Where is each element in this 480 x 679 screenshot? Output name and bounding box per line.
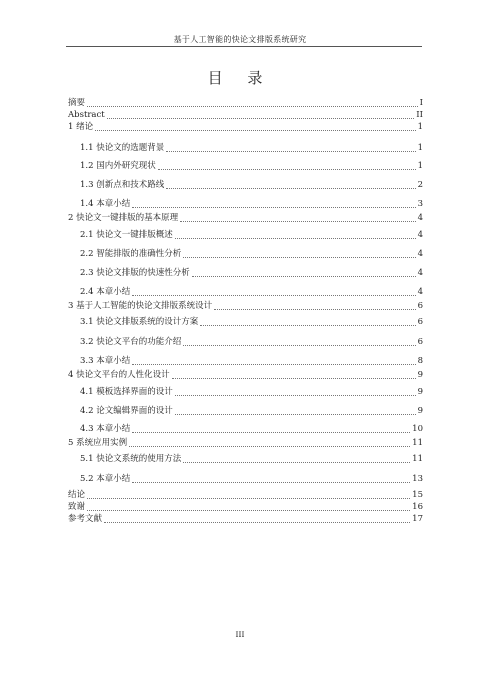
toc-dot-leader	[132, 482, 410, 483]
toc-entry-label: 1.2 国内外研究现状	[80, 161, 156, 171]
toc-entry-label: Abstract	[68, 110, 105, 120]
toc-entry-page: 9	[417, 406, 423, 416]
toc-entry[interactable]	[0, 355, 480, 367]
toc-entry-page: 4	[417, 230, 423, 240]
toc-dot-leader	[87, 106, 418, 107]
header-rule	[66, 46, 422, 47]
toc-entry-page: 4	[417, 268, 423, 278]
toc-entry[interactable]	[0, 489, 480, 501]
toc-dot-leader	[214, 309, 416, 310]
toc-entry[interactable]	[0, 501, 480, 513]
toc-entry[interactable]	[0, 437, 480, 449]
toc-entry[interactable]	[0, 473, 480, 485]
toc-entry-page: 4	[417, 249, 423, 259]
toc-entry-label: 2.2 智能排版的准确性分析	[80, 249, 182, 259]
toc-entry-page: 6	[417, 337, 423, 347]
toc-entry-label: 3.2 快论文平台的功能介绍	[80, 337, 182, 347]
toc-entry-label: 4 快论文平台的人性化设计	[68, 370, 170, 380]
toc-dot-leader	[192, 276, 416, 277]
toc-entry-page: 1	[417, 143, 423, 153]
toc-dot-leader	[166, 151, 416, 152]
toc-dot-leader	[132, 432, 410, 433]
toc-dot-leader	[200, 325, 416, 326]
toc-entry-page: 6	[417, 301, 423, 311]
toc-entry-label: 1 绪论	[68, 122, 94, 132]
toc-entry-page: 3	[417, 199, 423, 209]
toc-entry-label: 5.1 快论文系统的使用方法	[80, 454, 182, 464]
toc-entry[interactable]	[0, 179, 480, 191]
toc-dot-leader	[166, 188, 416, 189]
toc-entry-label: 3.3 本章小结	[80, 356, 131, 366]
toc-entry-label: 摘要	[68, 98, 86, 108]
toc-entry[interactable]	[0, 97, 480, 109]
toc-entry[interactable]	[0, 160, 480, 172]
toc-dot-leader	[132, 364, 416, 365]
toc-entry-page: 9	[417, 370, 423, 380]
toc-entry[interactable]	[0, 513, 480, 525]
toc-entry-page: 4	[417, 287, 423, 297]
toc-entry[interactable]	[0, 198, 480, 210]
page-number: III	[235, 630, 245, 639]
toc-entry-label: 3 基于人工智能的快论文排版系统设计	[68, 301, 213, 311]
toc-entry-page: 6	[417, 317, 423, 327]
toc-entry[interactable]	[0, 423, 480, 435]
toc-entry[interactable]	[0, 109, 480, 121]
toc-dot-leader	[183, 257, 416, 258]
toc-entry-label: 4.3 本章小结	[80, 424, 131, 434]
toc-entry[interactable]	[0, 229, 480, 241]
toc-entry-page: 16	[412, 502, 423, 512]
toc-dot-leader	[107, 118, 414, 119]
toc-entry-label: 1.4 本章小结	[80, 199, 131, 209]
toc-entry[interactable]	[0, 369, 480, 381]
toc-entry-page: 11	[412, 438, 423, 448]
toc-entry[interactable]	[0, 405, 480, 417]
toc-entry[interactable]	[0, 286, 480, 298]
toc-dot-leader	[158, 169, 416, 170]
toc-dot-leader	[95, 130, 416, 131]
toc-entry[interactable]	[0, 300, 480, 312]
toc-dot-leader	[183, 345, 416, 346]
toc-entry-page: 17	[412, 514, 423, 524]
toc-entry-page: 8	[417, 356, 423, 366]
toc-dot-leader	[175, 238, 416, 239]
toc-entry-label: 5 系统应用实例	[68, 438, 128, 448]
toc-dot-leader	[175, 395, 416, 396]
toc-entry[interactable]	[0, 121, 480, 133]
toc-dot-leader	[132, 207, 416, 208]
toc-entry[interactable]	[0, 267, 480, 279]
toc-entry-label: 2.4 本章小结	[80, 287, 131, 297]
toc-entry-page: 1	[417, 122, 423, 132]
toc-dot-leader	[180, 221, 416, 222]
toc-entry-label: 2.1 快论文一键排版概述	[80, 230, 173, 240]
toc-dot-leader	[175, 414, 416, 415]
toc-entry[interactable]	[0, 453, 480, 465]
toc-dot-leader	[87, 498, 410, 499]
toc-entry-label: 2 快论文一键排版的基本原理	[68, 213, 179, 223]
toc-entry-label: 4.2 论文编辑界面的设计	[80, 406, 173, 416]
toc-entry-label: 2.3 快论文排版的快速性分析	[80, 268, 190, 278]
toc-entry-page: 10	[412, 424, 423, 434]
toc-entry[interactable]	[0, 248, 480, 260]
toc-entry-label: 结论	[68, 490, 86, 500]
toc-entry-page: 15	[412, 490, 423, 500]
toc-dot-leader	[104, 522, 410, 523]
toc-entry-page: II	[416, 110, 423, 120]
toc-entry-label: 1.3 创新点和技术路线	[80, 180, 165, 190]
toc-entry-page: 1	[417, 161, 423, 171]
toc-entry-label: 3.1 快论文排版系统的设计方案	[80, 317, 199, 327]
toc-entry-label: 4.1 模板选择界面的设计	[80, 387, 173, 397]
toc-dot-leader	[132, 295, 416, 296]
toc-entry[interactable]	[0, 386, 480, 398]
toc-entry-page: 11	[412, 454, 423, 464]
page-title: 目 录	[207, 69, 273, 87]
toc-entry[interactable]	[0, 336, 480, 348]
toc-dot-leader	[87, 510, 410, 511]
toc-entry-label: 5.2 本章小结	[80, 474, 131, 484]
toc-entry-label: 参考文献	[68, 514, 103, 524]
toc-entry[interactable]	[0, 212, 480, 224]
toc-dot-leader	[172, 378, 416, 379]
toc-entry-page: I	[419, 98, 423, 108]
toc-entry-page: 9	[417, 387, 423, 397]
toc-entry[interactable]	[0, 142, 480, 154]
toc-entry-page: 2	[417, 180, 423, 190]
toc-entry[interactable]	[0, 316, 480, 328]
toc-dot-leader	[183, 462, 410, 463]
toc-entry-label: 致谢	[68, 502, 86, 512]
running-header: 基于人工智能的快论文排版系统研究	[173, 35, 307, 44]
toc-entry-label: 1.1 快论文的选题背景	[80, 143, 165, 153]
toc-entry-page: 4	[417, 213, 423, 223]
toc-entry-page: 13	[412, 474, 423, 484]
toc-dot-leader	[129, 446, 410, 447]
